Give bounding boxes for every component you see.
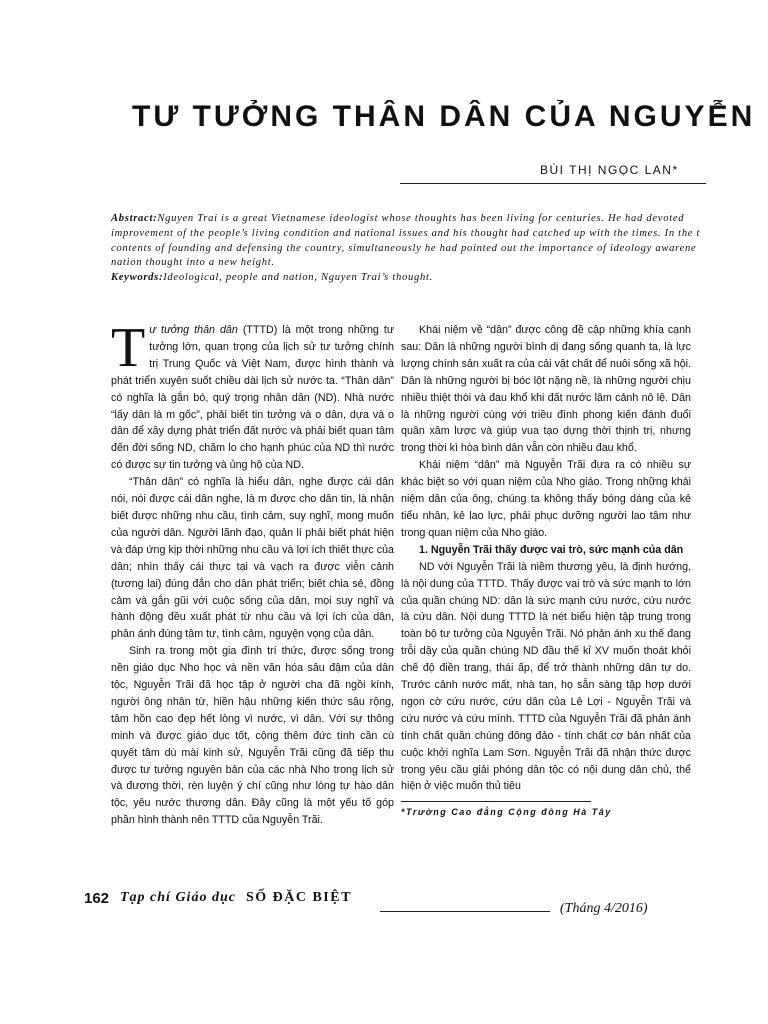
paragraph-concept-difference: Khái niệm “dân” mà Nguyễn Trãi đưa ra có nhiều sự khác biệt so với quan niệm của Nho giáo. Trong những khái niệm dân của ông, chúng ta không thấy bóng dáng của kẻ tiểu nhân, kẻ lao lực, phải phục dưỡng người lao tâm như trong quan niệm của Nho giáo. [401,459,691,539]
body-column-left [111,317,394,829]
abstract-line-2: improvement of the people’s living condition and national issues and his thought had catched up with the times. In the t [111,227,701,239]
journal-name [120,890,352,906]
journal-title: Tạp chí Giáo dục [120,890,236,905]
author-affiliation-footnote: *Trường Cao đẳng Cộng đồng Hà Tây [401,807,612,818]
paragraph-intro [111,317,394,474]
abstract-line-1 [111,212,768,227]
paragraph-concept-dan: Khái niệm về “dân” được công đề cập những khía cạnh sau: Dân là những người bình dị đang sống quanh ta, là lực lượng chính sản xuất ra của cải vật chất để nuôi sống xã hội. Dân là những người bị bóc lột nặng nề, là những người chịu nhiều thiệt thòi và đau khổ khi đất nước lâm cảnh nô lệ. Dân là những người cùng với triều đình phong kiến đánh đuổi quân xâm lược và giúp vua tạo dựng thời thịnh trị, nhưng trong thời kì hòa bình dân vẫn còn nhiều đau khổ. [401,324,691,455]
issue-date: (Tháng 4/2016) [560,901,648,916]
keywords-label: Keywords: [111,272,164,284]
journal-issue: SỐ ĐẶC BIỆT [245,890,352,905]
abstract-block [111,212,768,286]
footnote-divider [401,801,591,802]
drop-cap: T [111,317,146,379]
section-heading-1: 1. Nguyễn Trãi thấy được vai trò, sức mạnh của dân [419,543,684,556]
footer-divider [380,911,550,912]
paragraph-background: Sinh ra trong một gia đình trí thức, được sống trong nền giáo dục Nho học và nền văn hóa sâu đậm của dân tộc, Nguyễn Trãi đã học tập ở người cha đã ngồi kính, người ông nhân từ, hiền hậu những kiến thức sâu rộng, tâm hồn cao đẹp hết lòng vì nước, vì dân. Với sự thông minh và được giáo dục tốt, cộng thêm đức tính cần cù quyết tâm dù mài kinh sử, Nguyễn Trãi cũng đã tiếp thu được tư tưởng nguyên bản của các nhà Nho trong lịch sử và đương thời, rèn luyện ý chí cũng như lòng tự hào dân tộc, yêu nước thương dân. Đây cũng là một yếu tố góp phần hình thành nên TTTD của Nguyễn Trãi. [111,645,394,827]
intro-text: (TTTD) là một trong những tư tưởng lớn, quan trọng của lịch sử tư tưởng chính trị Trung Quốc và Việt Nam, được hình thành và phát triển xuyên suốt chiều dài lịch sử nước ta. “Thân dân” có nghĩa là gắn bó, quý trọng nhân dân (ND). Nhà nước “lấy dân là m gốc”, phải biết tin tưởng và o dân, dựa và o dân để xây dựng phát triển đất nước và phải biết quan tâm đến đời sống ND, chăm lo cho hạnh phúc của ND thì nước có được sự tin tưởng và ủng hộ của ND. [111,324,394,472]
abstract-text-1: Nguyen Trai is a great Vietnamese ideologist whose thoughts has been living for centuries. He had devoted [157,213,685,224]
keywords-line [111,271,768,286]
abstract-line-4: nation thought into a new height. [111,257,275,269]
abstract-line-3: contents of founding and defensing the country, simultaneously he had pointed out the importance of ideology awarene [111,242,697,254]
author-divider [400,183,706,184]
paragraph-than-dan: “Thân dân” có nghĩa là hiểu dân, nghe được cái dân nói, nói được cái dân nghe, là m được cho dân tin, là nhận biết được những nhu cầu, tình cảm, suy nghĩ, mong muốn của người dân. Người lãnh đạo, quản lí phải biết phát hiện và đáp ứng kịp thời những nhu cầu và lợi ích thiết thực của dân; nhìn thấy cái thực tại và vạch ra được viễn cảnh (tương lai) đúng đắn cho dân phát triển; biết chia sẻ, đồng cảm và gắn gũi với cuộc sống của dân, mọi suy nghĩ và hành động đều xuất phát từ nhu cầu và lợi ích của dân, phản ánh đúng tâm tư, tình cảm, nguyện vọng của dân. [111,476,394,641]
body-column-right [401,322,691,821]
article-title: TƯ TƯỞNG THÂN DÂN CỦA NGUYỄN [132,100,756,133]
paragraph-section-1: ND với Nguyễn Trãi là niềm thương yêu, là định hướng, là nội dung của TTTD. Thấy được vai trò và sức mạnh to lớn của quần chúng ND: dân là sức mạnh cứu nước, cứu nước là cứu dân. Nội dung TTTD là nét biểu hiện tập trung trong toàn bộ tư tưởng của Nguyễn Trãi. Nó phản ánh xu thế đang trỗi dậy của quần chúng ND đầu thế kỉ XV muốn thoát khỏi chế độ điền trang, thái ấp, để trở thành những dân tự do. Trước cảnh nước mất, nhà tan, họ sẵn sàng tập hợp dưới ngọn cờ cứu nước, cứu dân của Lê Lợi - Nguyễn Trãi và cứu nước và cứu mình. TTTD của Nguyễn Trãi đã phản ánh tính chất quần chúng đông đảo - tính chất cơ bản nhất của cuộc khởi nghĩa Lam Sơn. Nguyễn Trãi đã nhận thức được trong yêu cầu giải phóng dân tộc có nội dung dân chủ, thể hiện ở việc muốn thủ tiêu [401,560,691,793]
author-name: BÙI THỊ NGỌC LAN* [540,163,679,177]
intro-lead: ư tưởng thân dân [149,324,238,336]
page-number: 162 [84,890,110,907]
abstract-label: Abstract: [111,213,158,224]
keywords-text: Ideological, people and nation, Nguyen Trai’s thought. [163,272,433,284]
